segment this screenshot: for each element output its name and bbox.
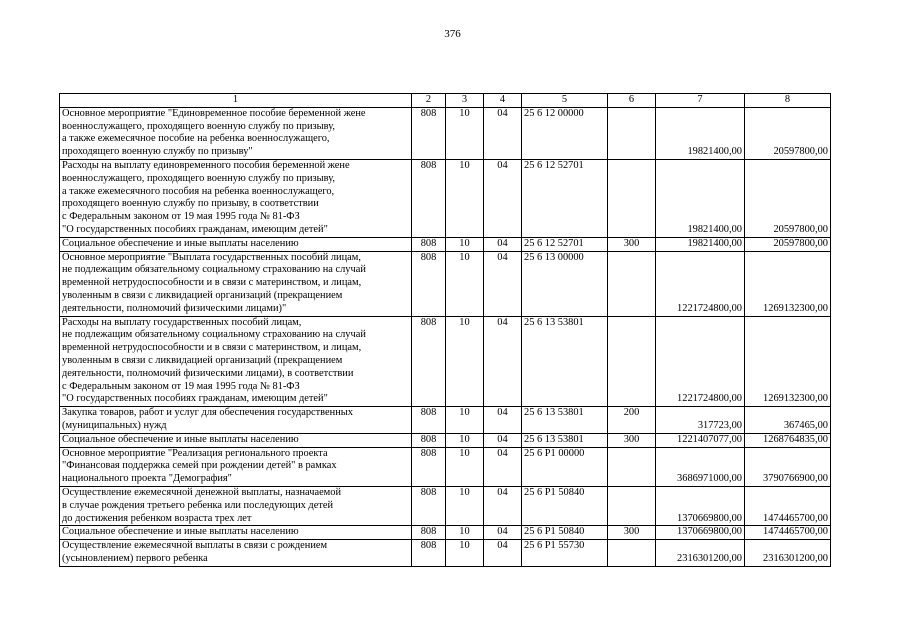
admin-code-cell: 808 [412,540,446,567]
row-description: Социальное обеспечение и иные выплаты населению [60,237,412,251]
subsection-cell: 04 [484,251,522,316]
table-header-row [60,94,831,108]
row-description: Осуществление ежемесячной денежной выплаты, назначаемой в случае рождения третьего ребенка или последующих детей до достижения ребенком возраста трех лет [60,486,412,525]
table-row [60,251,831,316]
row-description: Закупка товаров, работ и услуг для обеспечения государственных (муниципальных) нужд [60,407,412,434]
section-cell: 10 [446,526,484,540]
subsection-cell: 04 [484,407,522,434]
amount-year1-cell: 1221724800,00 [656,316,745,407]
amount-year2-cell: 1474465700,00 [745,486,831,525]
admin-code-cell: 808 [412,486,446,525]
target-article-cell: 25 6 P1 55730 [522,540,608,567]
table-row [60,107,831,159]
admin-code-cell: 808 [412,526,446,540]
amount-year2-cell: 1269132300,00 [745,251,831,316]
amount-year2-cell: 20597800,00 [745,107,831,159]
section-cell: 10 [446,486,484,525]
amount-year1-cell: 19821400,00 [656,159,745,237]
expense-type-cell [608,447,656,486]
section-cell: 10 [446,540,484,567]
table-row [60,159,831,237]
expense-type-cell [608,159,656,237]
section-cell: 10 [446,251,484,316]
subsection-cell: 04 [484,159,522,237]
admin-code-cell: 808 [412,237,446,251]
amount-year1-cell: 2316301200,00 [656,540,745,567]
row-description: Расходы на выплату единовременного пособия беременной жене военнослужащего, проходящего военную службу по призыву, а также ежемесячного пособия на ребенка военнослужащего, проходящего военную службу по призыву, в соответствии с Федеральным законом от 19 мая 1995 года № 81-ФЗ "О государственных пособиях гражданам, имеющим детей" [60,159,412,237]
table-body [60,94,831,567]
admin-code-cell: 808 [412,159,446,237]
header-cell: 1 [60,94,412,108]
admin-code-cell: 808 [412,107,446,159]
amount-year1-cell: 1370669800,00 [656,486,745,525]
header-cell: 2 [412,94,446,108]
expense-type-cell [608,107,656,159]
admin-code-cell: 808 [412,251,446,316]
expense-type-cell [608,316,656,407]
target-article-cell: 25 6 P1 50840 [522,526,608,540]
subsection-cell: 04 [484,316,522,407]
subsection-cell: 04 [484,237,522,251]
subsection-cell: 04 [484,486,522,525]
expense-type-cell: 300 [608,433,656,447]
amount-year2-cell: 1269132300,00 [745,316,831,407]
admin-code-cell: 808 [412,407,446,434]
table-row [60,447,831,486]
header-cell: 6 [608,94,656,108]
target-article-cell: 25 6 13 53801 [522,407,608,434]
header-cell: 3 [446,94,484,108]
subsection-cell: 04 [484,447,522,486]
subsection-cell: 04 [484,526,522,540]
amount-year1-cell: 19821400,00 [656,107,745,159]
target-article-cell: 25 6 13 00000 [522,251,608,316]
header-cell: 5 [522,94,608,108]
row-description: Осуществление ежемесячной выплаты в связи с рождением (усыновлением) первого ребенка [60,540,412,567]
section-cell: 10 [446,159,484,237]
target-article-cell: 25 6 13 53801 [522,433,608,447]
amount-year1-cell: 317723,00 [656,407,745,434]
target-article-cell: 25 6 12 52701 [522,237,608,251]
table-row [60,486,831,525]
amount-year1-cell: 3686971000,00 [656,447,745,486]
admin-code-cell: 808 [412,447,446,486]
table-row [60,237,831,251]
target-article-cell: 25 6 12 00000 [522,107,608,159]
header-cell: 7 [656,94,745,108]
expense-type-cell: 300 [608,237,656,251]
expense-type-cell [608,251,656,316]
section-cell: 10 [446,433,484,447]
amount-year2-cell: 367465,00 [745,407,831,434]
expense-type-cell: 200 [608,407,656,434]
amount-year1-cell: 1370669800,00 [656,526,745,540]
target-article-cell: 25 6 P1 00000 [522,447,608,486]
table-row [60,540,831,567]
amount-year1-cell: 1221724800,00 [656,251,745,316]
header-cell: 8 [745,94,831,108]
amount-year1-cell: 1221407077,00 [656,433,745,447]
section-cell: 10 [446,447,484,486]
row-description: Основное мероприятие "Единовременное пособие беременной жене военнослужащего, проходящего военную службу по призыву, а также ежемесячное пособие на ребенка военнослужащего, проходящего военную службу по призыву" [60,107,412,159]
subsection-cell: 04 [484,107,522,159]
admin-code-cell: 808 [412,433,446,447]
page-number: 376 [444,28,461,40]
header-cell: 4 [484,94,522,108]
amount-year2-cell: 1268764835,00 [745,433,831,447]
section-cell: 10 [446,107,484,159]
amount-year2-cell: 3790766900,00 [745,447,831,486]
expense-type-cell [608,540,656,567]
row-description: Основное мероприятие "Реализация регионального проекта "Финансовая поддержка семей при рождении детей" в рамках национального проекта "Демография" [60,447,412,486]
amount-year2-cell: 20597800,00 [745,159,831,237]
row-description: Основное мероприятие "Выплата государственных пособий лицам, не подлежащим обязательному социальному страхованию на случай временной нетрудоспособности и в связи с материнством, и лицам, уволенным в связи с ликвидацией организаций (прекращением деятельности, полномочий физическими лицами)" [60,251,412,316]
table-row [60,526,831,540]
section-cell: 10 [446,237,484,251]
admin-code-cell: 808 [412,316,446,407]
expense-type-cell [608,486,656,525]
target-article-cell: 25 6 13 53801 [522,316,608,407]
row-description: Социальное обеспечение и иные выплаты населению [60,526,412,540]
amount-year2-cell: 2316301200,00 [745,540,831,567]
section-cell: 10 [446,407,484,434]
section-cell: 10 [446,316,484,407]
row-description: Расходы на выплату государственных пособий лицам, не подлежащим обязательному социальному страхованию на случай временной нетрудоспособности и в связи с материнством, и лицам, уволенным в связи с ликвидацией организаций (прекращением деятельности, полномочий физическими лицами), в соответствии с Федеральным законом от 19 мая 1995 года № 81-ФЗ "О государственных пособиях гражданам, имеющим детей" [60,316,412,407]
budget-table [59,93,831,567]
target-article-cell: 25 6 12 52701 [522,159,608,237]
subsection-cell: 04 [484,433,522,447]
expense-type-cell: 300 [608,526,656,540]
table-row [60,407,831,434]
row-description: Социальное обеспечение и иные выплаты населению [60,433,412,447]
table-row [60,433,831,447]
target-article-cell: 25 6 P1 50840 [522,486,608,525]
amount-year2-cell: 1474465700,00 [745,526,831,540]
subsection-cell: 04 [484,540,522,567]
amount-year2-cell: 20597800,00 [745,237,831,251]
amount-year1-cell: 19821400,00 [656,237,745,251]
table-row [60,316,831,407]
